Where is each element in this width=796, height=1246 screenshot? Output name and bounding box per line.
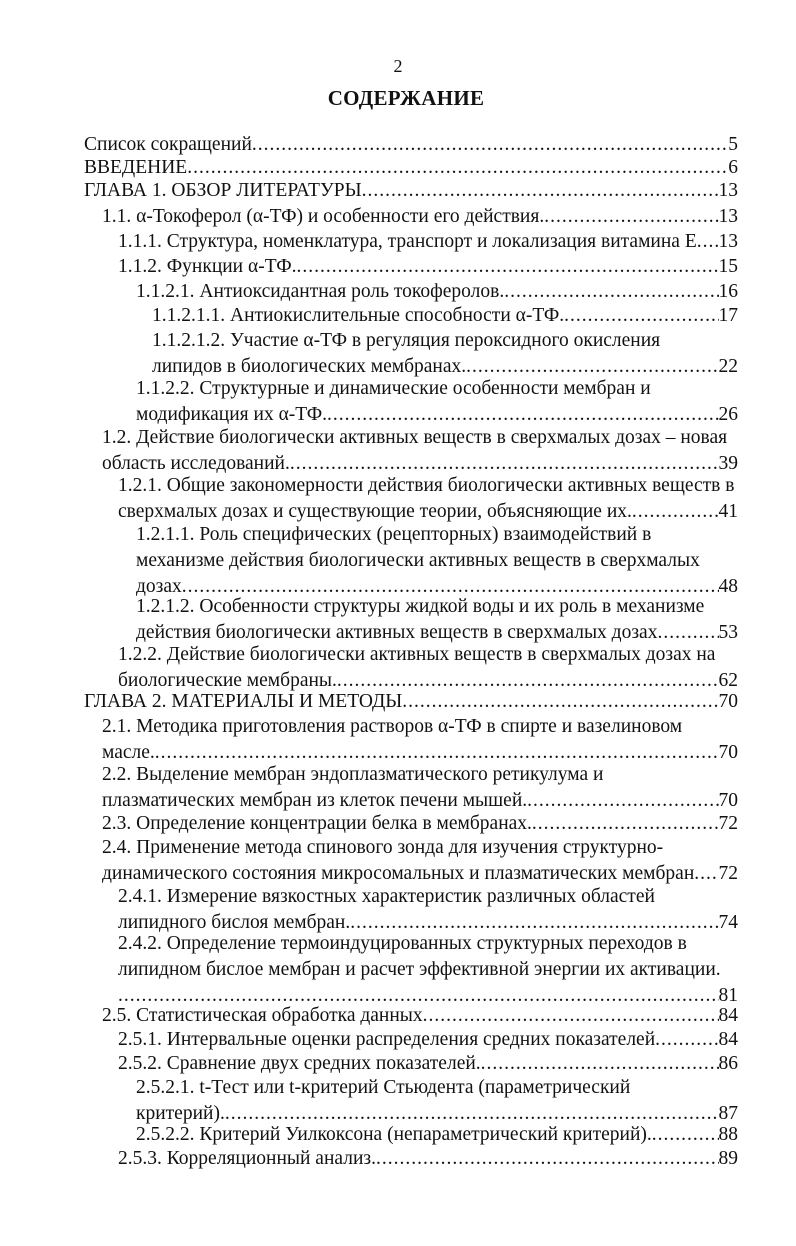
toc-entry-title-continued: плазматических мембран из клеток печени мышей. (102, 790, 528, 811)
toc-entry (152, 328, 738, 380)
toc-entry-page: 81 (718, 985, 738, 1006)
toc-entry-page: 17 (718, 305, 738, 326)
toc-entry-title: 1.2.1.1. Роль специфических (рецепторных) взаимодействий в (136, 524, 652, 545)
toc-entry (118, 1146, 738, 1172)
toc-entry-title-continued: масле. (102, 742, 155, 763)
toc-entry-title: 2.5.2.1. t-Тест или t-критерий Стьюдента (параметрический (136, 1077, 631, 1098)
toc-entry-title-continued: действия биологически активных веществ в сверхмалых дозах (136, 622, 658, 643)
toc-entry-page: 74 (718, 912, 738, 933)
dot-leader (564, 303, 718, 329)
toc-entry-title: 2.3. Определение концентрации белка в мембранах. (102, 813, 532, 834)
toc-entry-title: 2.1. Методика приготовления растворов α-ТФ в спирте и вазелиновом (102, 716, 683, 737)
dot-leader (402, 689, 718, 715)
toc-entry-title: 1.1.2.1. Антиоксидантная роль токоферолов. (136, 281, 505, 302)
toc-entry (118, 1051, 738, 1077)
toc-entry (118, 884, 738, 936)
toc-entry-title-continued: липидном бислое мембран и расчет эффективной энергии их активации. (118, 959, 721, 980)
toc-entry (102, 762, 738, 814)
toc-entry (136, 1122, 738, 1148)
toc-entry (136, 1075, 738, 1127)
toc-entry-page: 70 (718, 790, 738, 811)
dot-leader (504, 279, 718, 305)
toc-entry-title: 1.1.1. Структура, номенклатура, транспорт и локализация витамина Е (118, 231, 697, 252)
dot-leader (652, 1122, 719, 1148)
toc-entry-title-continued: сверхмалых дозах и существующие теории, объясняющие их. (118, 501, 632, 522)
toc-entry (84, 689, 738, 715)
page-number: 2 (393, 56, 403, 76)
toc-entry-title: 1.2. Действие биологически активных веществ в сверхмалых дозах – новая (102, 427, 728, 448)
toc-entry (118, 254, 738, 280)
toc-entry-title: 1.1.2.1.1. Антиокислительные способности α-ТФ. (152, 305, 565, 326)
document-title: СОДЕРЖАНИЕ (327, 86, 485, 110)
toc-entry-page: 39 (718, 453, 738, 474)
dot-leader (481, 1051, 719, 1077)
toc-entry-page: 6 (728, 157, 738, 178)
toc-entry-title: 2.5.2.2. Критерий Уилкоксона (непараметрический критерий). (136, 1124, 652, 1145)
toc-entry-page: 70 (718, 742, 738, 763)
toc-entry-title: ВВЕДЕНИЕ (84, 157, 188, 178)
toc-entry-page: 87 (718, 1103, 738, 1124)
toc-entry (118, 931, 738, 1009)
toc-entry-page: 13 (718, 231, 738, 252)
dot-leader (362, 178, 719, 204)
toc-entry-page: 72 (718, 813, 738, 834)
toc-entry-page: 84 (718, 1005, 738, 1026)
toc-entry-title-continued: модификация их α-ТФ. (136, 404, 328, 425)
toc-entry-page: 15 (718, 256, 738, 277)
toc-entry-title-continued: дозах (136, 576, 182, 597)
dot-leader (296, 254, 718, 280)
toc-entry-title-continued: область исследований. (102, 453, 290, 474)
toc-entry-page: 53 (718, 622, 738, 643)
toc-entry-page: 5 (728, 134, 738, 155)
toc-entry-title: ГЛАВА 2. МАТЕРИАЛЫ И МЕТОДЫ (84, 691, 403, 712)
toc-entry-page: 48 (718, 576, 738, 597)
toc-entry-title-continued: критерий). (136, 1103, 225, 1124)
dot-leader (532, 811, 719, 837)
toc-entry (84, 178, 738, 204)
toc-entry-title: 1.1.2.2. Структурные и динамические особенности мембран и (136, 378, 651, 399)
toc-entry-title: 2.4.2. Определение термоиндуцированных структурных переходов в (118, 933, 687, 954)
toc-entry-title: 1.2.2. Действие биологически активных веществ в сверхмалых дозах на (118, 644, 716, 665)
toc-entry-title: Список сокращений (84, 134, 252, 155)
toc-entry-page: 13 (718, 180, 738, 201)
toc-entry (152, 303, 738, 329)
toc-entry-title: 1.1.2.1.2. Участие α-ТФ в регуляция пероксидного окисления (152, 330, 661, 351)
toc-entry-page: 72 (718, 863, 738, 884)
toc-entry (102, 714, 738, 766)
toc-entry-title: 2.5.2. Сравнение двух средних показателей. (118, 1053, 481, 1074)
toc-entry-page: 41 (718, 501, 738, 522)
dot-leader (544, 204, 718, 230)
toc-entry-title: 2.2. Выделение мембран эндоплазматического ретикулума и (102, 764, 604, 785)
toc-entry-title: ГЛАВА 1. ОБЗОР ЛИТЕРАТУРЫ (84, 180, 362, 201)
toc-entry (102, 835, 738, 887)
toc-entry-page: 70 (718, 691, 738, 712)
toc-entry (102, 425, 738, 477)
dot-leader (376, 1146, 719, 1172)
toc-entry-title-continued: липидного бислоя мембран. (118, 912, 351, 933)
toc-entry-page: 89 (718, 1148, 738, 1169)
toc-entry-title: 2.5.1. Интервальные оценки распределения средних показателей (118, 1029, 656, 1050)
toc-entry (102, 811, 738, 837)
toc-entry-page: 13 (718, 206, 738, 227)
toc-entry-page: 86 (718, 1053, 738, 1074)
toc-entry-page: 84 (718, 1029, 738, 1050)
toc-entry (136, 522, 738, 600)
toc-entry (118, 473, 738, 525)
toc-entry-title-continued: механизме действия биологически активных веществ в сверхмалых (136, 550, 700, 571)
toc-entry-title: 2.5. Статистическая обработка данных (102, 1005, 423, 1026)
toc-entry (118, 229, 738, 255)
dot-leader (655, 1027, 718, 1053)
toc-entry (136, 376, 738, 428)
toc-entry (118, 642, 738, 694)
toc-entry-title: 1.2.1.2. Особенности структуры жидкой воды и их роль в механизме (136, 596, 705, 617)
toc-entry (136, 594, 738, 646)
toc-entry-page: 16 (718, 281, 738, 302)
toc-entry-title: 2.5.3. Корреляционный анализ. (118, 1148, 376, 1169)
toc-entry-title: 1.2.1. Общие закономерности действия биологически активных веществ в (118, 475, 735, 496)
toc-entry-title-continued: биологические мембраны. (118, 670, 337, 691)
dot-leader (423, 1003, 719, 1029)
dot-leader (697, 229, 719, 255)
toc-entry-page: 88 (718, 1124, 738, 1145)
toc-entry-title-continued: динамического состояния микросомальных и плазматических мембран (102, 863, 695, 884)
toc-entry-page: 22 (718, 356, 738, 377)
toc-entry (118, 1027, 738, 1053)
toc-entry-title: 2.4.1. Измерение вязкостных характеристик различных областей (118, 886, 655, 907)
toc-entry-title-continued: липидов в биологических мембранах. (152, 356, 467, 377)
toc-entry-title: 1.1. α-Токоферол (α-ТФ) и особенности его действия. (102, 206, 545, 227)
toc-entry-page: 62 (718, 670, 738, 691)
toc-entry (102, 204, 738, 230)
toc-entry-page: 26 (718, 404, 738, 425)
toc-entry (102, 1003, 738, 1029)
toc-entry-title: 1.1.2. Функции α-ТФ. (118, 256, 297, 277)
toc-entry-title: 2.4. Применение метода спинового зонда для изучения структурно- (102, 837, 664, 858)
toc-entry (136, 279, 738, 305)
